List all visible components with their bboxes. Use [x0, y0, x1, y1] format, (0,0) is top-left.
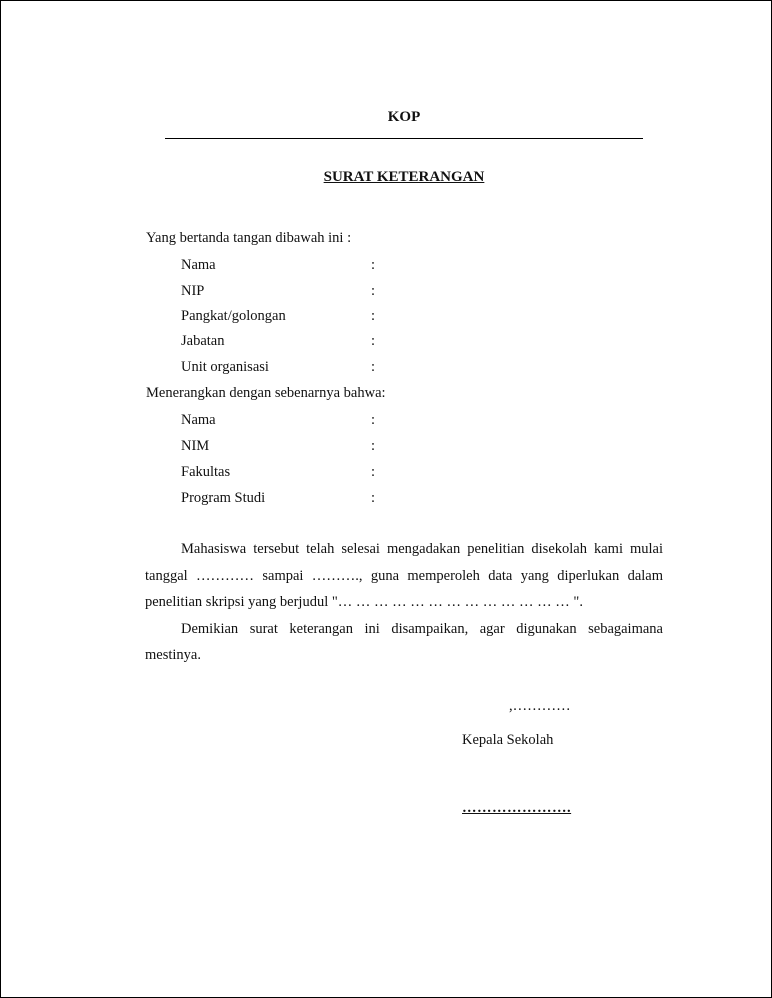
signer-field-unit: Unit organisasi: [181, 359, 269, 375]
signer-field-nama: Nama: [181, 257, 216, 273]
field-separator: :: [371, 257, 376, 273]
field-separator: :: [371, 359, 376, 375]
body-paragraph-1-line-2: tanggal ………… sampai ………., guna memperoleh data yang diperlukan dalam: [145, 568, 663, 584]
field-separator: :: [371, 490, 376, 506]
field-separator: :: [371, 412, 376, 428]
body-paragraph-2-line-1: Demikian surat keterangan ini disampaikan, agar digunakan sebagaimana: [181, 621, 663, 637]
body-paragraph-1-line-1: Mahasiswa tersebut telah selesai mengadakan penelitian disekolah kami mulai: [181, 541, 663, 557]
field-separator: :: [371, 283, 376, 299]
letterhead-kop: KOP: [387, 109, 421, 125]
signature-position: Kepala Sekolah: [462, 732, 554, 748]
body-paragraph-2-line-2: mestinya.: [145, 647, 201, 663]
student-intro: Menerangkan dengan sebenarnya bahwa:: [146, 385, 386, 401]
student-field-nim: NIM: [181, 438, 210, 454]
student-field-nama: Nama: [181, 412, 216, 428]
signer-intro: Yang bertanda tangan dibawah ini :: [146, 230, 352, 246]
letterhead-rule: [165, 138, 643, 139]
student-field-prodi: Program Studi: [181, 490, 266, 506]
field-separator: :: [371, 464, 376, 480]
signer-field-jabatan: Jabatan: [181, 333, 225, 349]
document-title: SURAT KETERANGAN: [323, 169, 485, 185]
signer-field-nip: NIP: [181, 283, 205, 299]
student-field-fakultas: Fakultas: [181, 464, 231, 480]
field-separator: :: [371, 438, 376, 454]
body-paragraph-1-line-3: penelitian skripsi yang berjudul "… … … … … … … … … … … … … ".: [145, 594, 583, 610]
field-separator: :: [371, 333, 376, 349]
signer-field-pangkat: Pangkat/golongan: [181, 308, 286, 324]
field-separator: :: [371, 308, 376, 324]
signature-place-date: ,…………: [509, 698, 571, 714]
signature-name-placeholder: ………………….: [462, 800, 572, 816]
